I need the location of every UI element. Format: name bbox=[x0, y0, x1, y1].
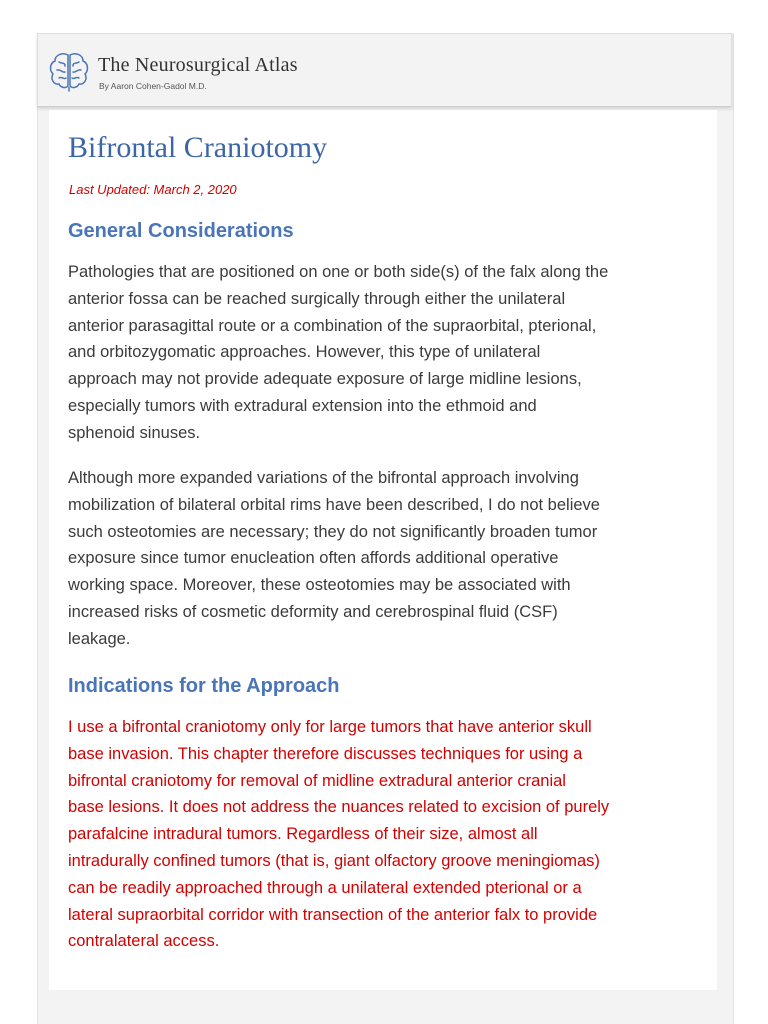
text-line: exposure since tumor enucleation often affords additional operative bbox=[68, 549, 559, 568]
text-line: Although more expanded variations of the bifrontal approach involving bbox=[68, 469, 579, 487]
paragraph-general-1 bbox=[68, 259, 708, 447]
paragraph-indications-1 bbox=[68, 714, 708, 955]
site-subtitle: By Aaron Cohen-Gadol M.D. bbox=[99, 81, 207, 91]
text-line: Pathologies that are positioned on one or both side(s) of the falx along the bbox=[68, 263, 609, 281]
text-line: parafalcine intradural tumors. Regardless of their size, almost all bbox=[68, 825, 538, 844]
last-updated: Last Updated: March 2, 2020 bbox=[69, 182, 237, 197]
text-line: I use a bifrontal craniotomy only for large tumors that have anterior skull bbox=[68, 718, 592, 736]
section-heading-indications: Indications for the Approach bbox=[68, 675, 340, 697]
text-line: working space. Moreover, these osteotomies may be associated with bbox=[68, 576, 571, 595]
text-line: lateral supraorbital corridor with transection of the anterior falx to provide bbox=[68, 905, 598, 924]
brain-icon[interactable] bbox=[47, 50, 91, 92]
text-line: especially tumors with extradural extension into the ethmoid and bbox=[68, 396, 537, 415]
text-line: anterior parasagittal route or a combination of the supraorbital, pterional, bbox=[68, 316, 597, 335]
text-line: approach may not provide adequate exposure of large midline lesions, bbox=[68, 370, 582, 389]
article-content bbox=[49, 110, 717, 990]
text-line: sphenoid sinuses. bbox=[68, 423, 201, 442]
text-line: and orbitozygomatic approaches. However, this type of unilateral bbox=[68, 343, 541, 362]
text-line: can be readily approached through a unilateral extended pterional or a bbox=[68, 878, 582, 897]
text-line: contralateral access. bbox=[68, 932, 220, 951]
text-line: anterior fossa can be reached surgically through either the unilateral bbox=[68, 289, 566, 308]
text-line: leakage. bbox=[68, 629, 131, 648]
text-line: intradurally confined tumors (that is, giant olfactory groove meningiomas) bbox=[68, 851, 600, 870]
paragraph-general-2 bbox=[68, 465, 708, 653]
text-line: such osteotomies are necessary; they do not significantly broaden tumor bbox=[68, 522, 598, 541]
site-header bbox=[37, 33, 732, 107]
section-heading-general: General Considerations bbox=[68, 220, 294, 242]
text-line: base invasion. This chapter therefore discusses techniques for using a bbox=[68, 744, 583, 763]
page-title: Bifrontal Craniotomy bbox=[68, 131, 328, 164]
text-line: base lesions. It does not address the nuances related to excision of purely bbox=[68, 798, 610, 817]
text-line: mobilization of bilateral orbital rims have been described, I do not believe bbox=[68, 495, 600, 514]
site-title[interactable]: The Neurosurgical Atlas bbox=[98, 54, 298, 76]
text-line: increased risks of cosmetic deformity and cerebrospinal fluid (CSF) bbox=[68, 602, 558, 621]
text-line: bifrontal craniotomy for removal of midline extradural anterior cranial bbox=[68, 771, 566, 790]
